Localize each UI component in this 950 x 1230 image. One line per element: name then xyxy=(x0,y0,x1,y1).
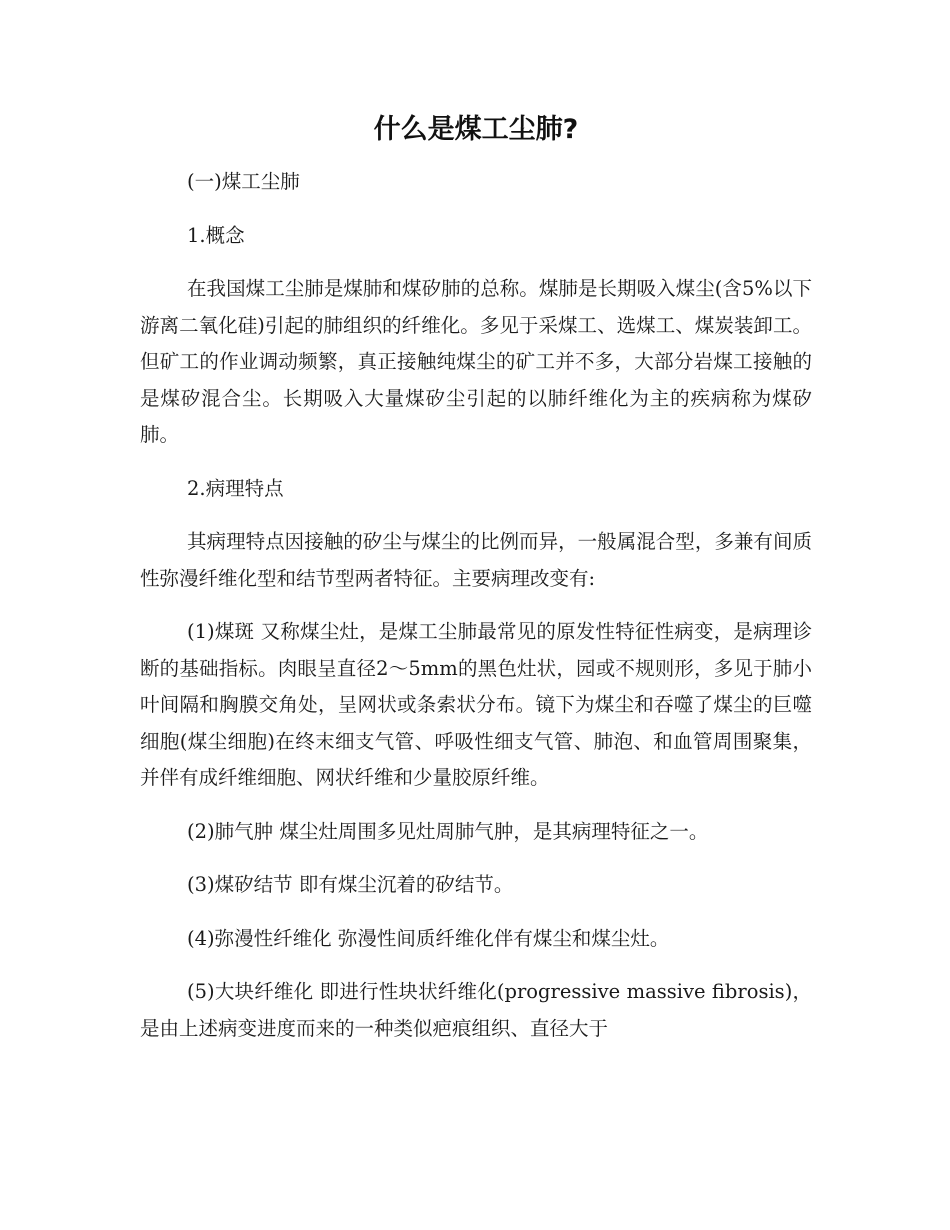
list-item-massive-fibrosis: (5)大块纤维化 即进行性块状纤维化(progressive massive fibrosis)，是由上述病变进度而来的一种类似疤痕组织、直径大于 xyxy=(140,980,812,1040)
list-item-silicotic-nodule: (3)煤矽结节 即有煤尘沉着的矽结节。 xyxy=(187,873,514,896)
page-title: 什么是煤工尘肺? xyxy=(373,114,579,145)
concept-paragraph: 在我国煤工尘肺是煤肺和煤矽肺的总称。煤肺是长期吸入煤尘(含5%以下游离二氧化硅)引起的肺组织的纤维化。多见于采煤工、选煤工、煤炭装卸工。但矿工的作业调动频繁，真正接触纯煤尘的矿工并不多，大部分岩煤工接触的是煤矽混合尘。长期吸入大量煤矽尘引起的以肺纤维化为主的疾病称为煤矽肺。 xyxy=(140,277,812,446)
section-heading: (一)煤工尘肺 xyxy=(187,170,300,193)
list-item-coal-spot: (1)煤斑 又称煤尘灶，是煤工尘肺最常见的原发性特征性病变，是病理诊断的基础指标。肉眼呈直径2～5mm的黑色灶状，园或不规则形，多见于肺小叶间隔和胸膜交角处，呈网状或条索状分布。镜下为煤尘和吞噬了煤尘的巨噬细胞(煤尘细胞)在终末细支气管、呼吸性细支气管、肺泡、和血管周围聚集，并伴有成纤维细胞、网状纤维和少量胶原纤维。 xyxy=(140,620,812,789)
list-item-emphysema: (2)肺气肿 煤尘灶周围多见灶周肺气肿，是其病理特征之一。 xyxy=(187,819,709,843)
subsection-heading-pathology: 2.病理特点 xyxy=(187,476,284,500)
list-item-diffuse-fibrosis: (4)弥漫性纤维化 弥漫性间质纤维化伴有煤尘和煤尘灶。 xyxy=(187,926,670,950)
subsection-heading-concept: 1.概念 xyxy=(187,223,245,247)
document-body xyxy=(140,110,812,1064)
pathology-intro-paragraph: 其病理特点因接触的矽尘与煤尘的比例而异，一般属混合型，多兼有间质性弥漫纤维化型和结节型两者特征。主要病理改变有: xyxy=(140,530,812,590)
